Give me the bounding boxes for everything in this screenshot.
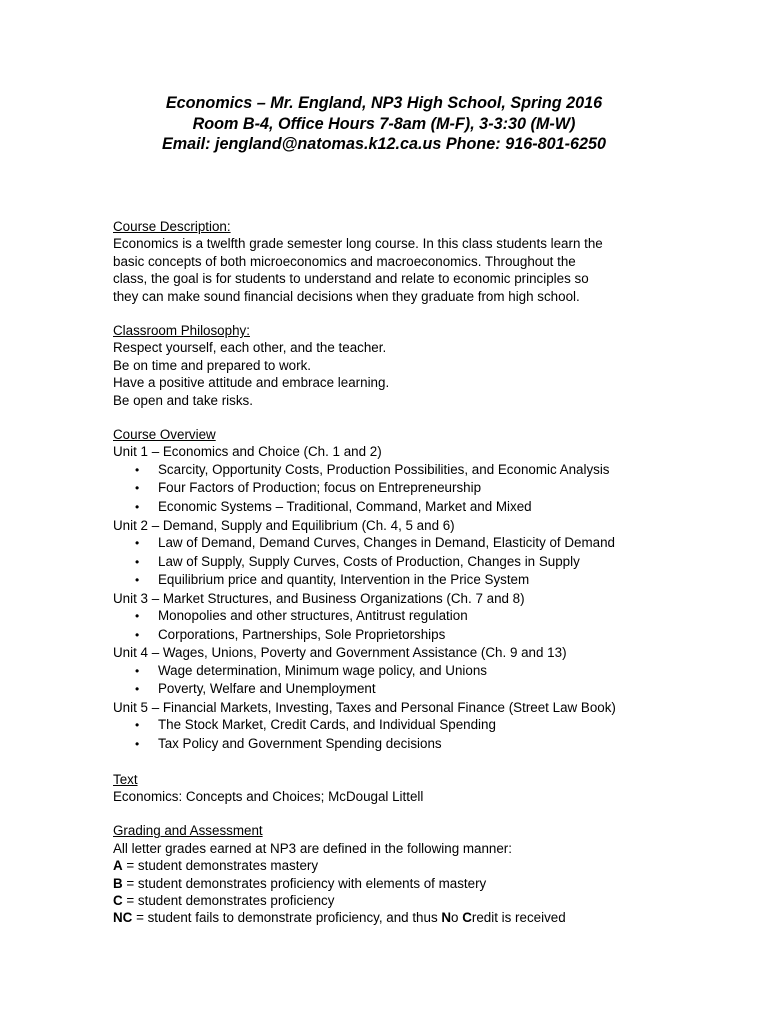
course-overview-heading: Course Overview [113,427,216,443]
course-description-section [113,218,753,305]
grade-description: = student demonstrates proficiency [122,893,335,909]
unit-topic-text: The Stock Market, Credit Cards, and Individual Spending [158,717,496,733]
course-description-line: class, the goal is for students to understand and relate to economic principles so [113,271,589,287]
unit-title: Unit 2 – Demand, Supply and Equilibrium (Ch. 4, 5 and 6) [113,517,455,533]
grade-letter: NC [113,910,133,926]
unit-topic-item [113,571,753,590]
grade-description: = student demonstrates proficiency with elements of mastery [122,875,487,891]
grading-section [113,822,753,926]
textbook-line: Economics: Concepts and Choices; McDougal Littell [113,789,424,805]
grading-heading: Grading and Assessment [113,823,263,839]
grade-definition [113,875,753,892]
unit-topic-item [113,626,753,645]
unit-title: Unit 4 – Wages, Unions, Poverty and Government Assistance (Ch. 9 and 13) [113,645,567,661]
bullet-icon: • [135,481,140,496]
bullet-icon: • [135,627,140,642]
philosophy-line: Have a positive attitude and embrace learning. [113,375,390,391]
unit-topic-item [113,716,753,735]
document-body [113,218,753,927]
unit-topic-text: Law of Supply, Supply Curves, Costs of Production, Changes in Supply [158,553,580,569]
document-header [0,93,768,155]
grade-letter: C [113,893,123,909]
course-overview-section [113,426,753,754]
grade-description: = student demonstrates mastery [122,858,319,874]
unit-topic-item [113,534,753,553]
course-description-line: basic concepts of both microeconomics and macroeconomics. Throughout the [113,253,576,269]
philosophy-line: Respect yourself, each other, and the teacher. [113,340,387,356]
unit-topic-item [113,607,753,626]
philosophy-line: Be on time and prepared to work. [113,357,311,373]
grade-definition [113,892,753,909]
header-contact-line: Email: jengland@natomas.k12.ca.us Phone: 916-801-6250 [161,135,607,153]
grade-description: = student fails to demonstrate proficiency, and thus [132,910,442,926]
bullet-icon: • [135,500,140,515]
unit-topic-text: Scarcity, Opportunity Costs, Production Possibilities, and Economic Analysis [158,461,610,477]
section-spacer [113,305,753,322]
bullet-icon: • [135,718,140,733]
unit-topic-item [113,553,753,572]
course-description-heading: Course Description: [113,219,231,234]
bullet-icon: • [135,663,140,678]
grade-letter: A [113,858,123,874]
unit-topic-text: Monopolies and other structures, Antitrust regulation [158,608,468,624]
unit-topic-text: Economic Systems – Traditional, Command, Market and Mixed [158,499,532,515]
bullet-icon: • [135,536,140,551]
unit-topic-text: Tax Policy and Government Spending decisions [158,736,442,752]
unit-topic-list [113,607,753,644]
bullet-icon: • [135,462,140,477]
unit-topic-item [113,735,753,754]
unit-topic-item [113,662,753,681]
textbook-section [113,771,753,806]
emphasis-letter: N [441,910,452,926]
unit-topic-list [113,662,753,699]
unit-topic-item [113,461,753,480]
philosophy-heading: Classroom Philosophy: [113,323,250,339]
philosophy-line: Be open and take risks. [113,392,253,408]
grade-description: o [451,910,463,926]
unit-title: Unit 5 – Financial Markets, Investing, Taxes and Personal Finance (Street Law Book) [113,700,616,716]
grade-definition [113,857,753,874]
textbook-heading: Text [113,771,138,787]
section-spacer [113,805,753,822]
unit-topic-item [113,680,753,699]
bullet-icon: • [135,554,140,569]
bullet-icon: • [135,682,140,697]
header-room-hours-line: Room B-4, Office Hours 7-8am (M-F), 3-3:30 (M-W) [192,114,576,133]
unit-topic-text: Poverty, Welfare and Unemployment [158,681,376,697]
header-title-line: Economics – Mr. England, NP3 High School, Spring 2016 [165,94,603,112]
grade-letter: B [113,875,123,891]
unit-topic-list [113,461,753,517]
unit-topic-text: Corporations, Partnerships, Sole Proprietorships [158,626,446,642]
section-spacer [113,754,753,771]
unit-topic-list [113,716,753,753]
unit-topic-text: Law of Demand, Demand Curves, Changes in Demand, Elasticity of Demand [158,535,615,551]
bullet-icon: • [135,573,140,588]
unit-topic-item [113,498,753,517]
section-spacer [113,409,753,426]
course-description-line: Economics is a twelfth grade semester long course. In this class students learn the [113,236,603,252]
unit-topic-text: Wage determination, Minimum wage policy, and Unions [158,662,487,678]
unit-title: Unit 1 – Economics and Choice (Ch. 1 and 2) [113,444,382,460]
grade-description: redit is received [471,910,566,926]
philosophy-section [113,322,753,409]
grade-definition-nc [113,909,753,926]
emphasis-letter: C [462,910,472,926]
grading-intro: All letter grades earned at NP3 are defined in the following manner: [113,840,512,856]
unit-topic-list [113,534,753,590]
unit-title: Unit 3 – Market Structures, and Business Organizations (Ch. 7 and 8) [113,590,525,606]
bullet-icon: • [135,609,140,624]
unit-topic-item [113,479,753,498]
course-description-line: they can make sound financial decisions when they graduate from high school. [113,288,580,304]
unit-topic-text: Equilibrium price and quantity, Intervention in the Price System [158,572,530,588]
unit-topic-text: Four Factors of Production; focus on Entrepreneurship [158,480,482,496]
bullet-icon: • [135,737,140,752]
